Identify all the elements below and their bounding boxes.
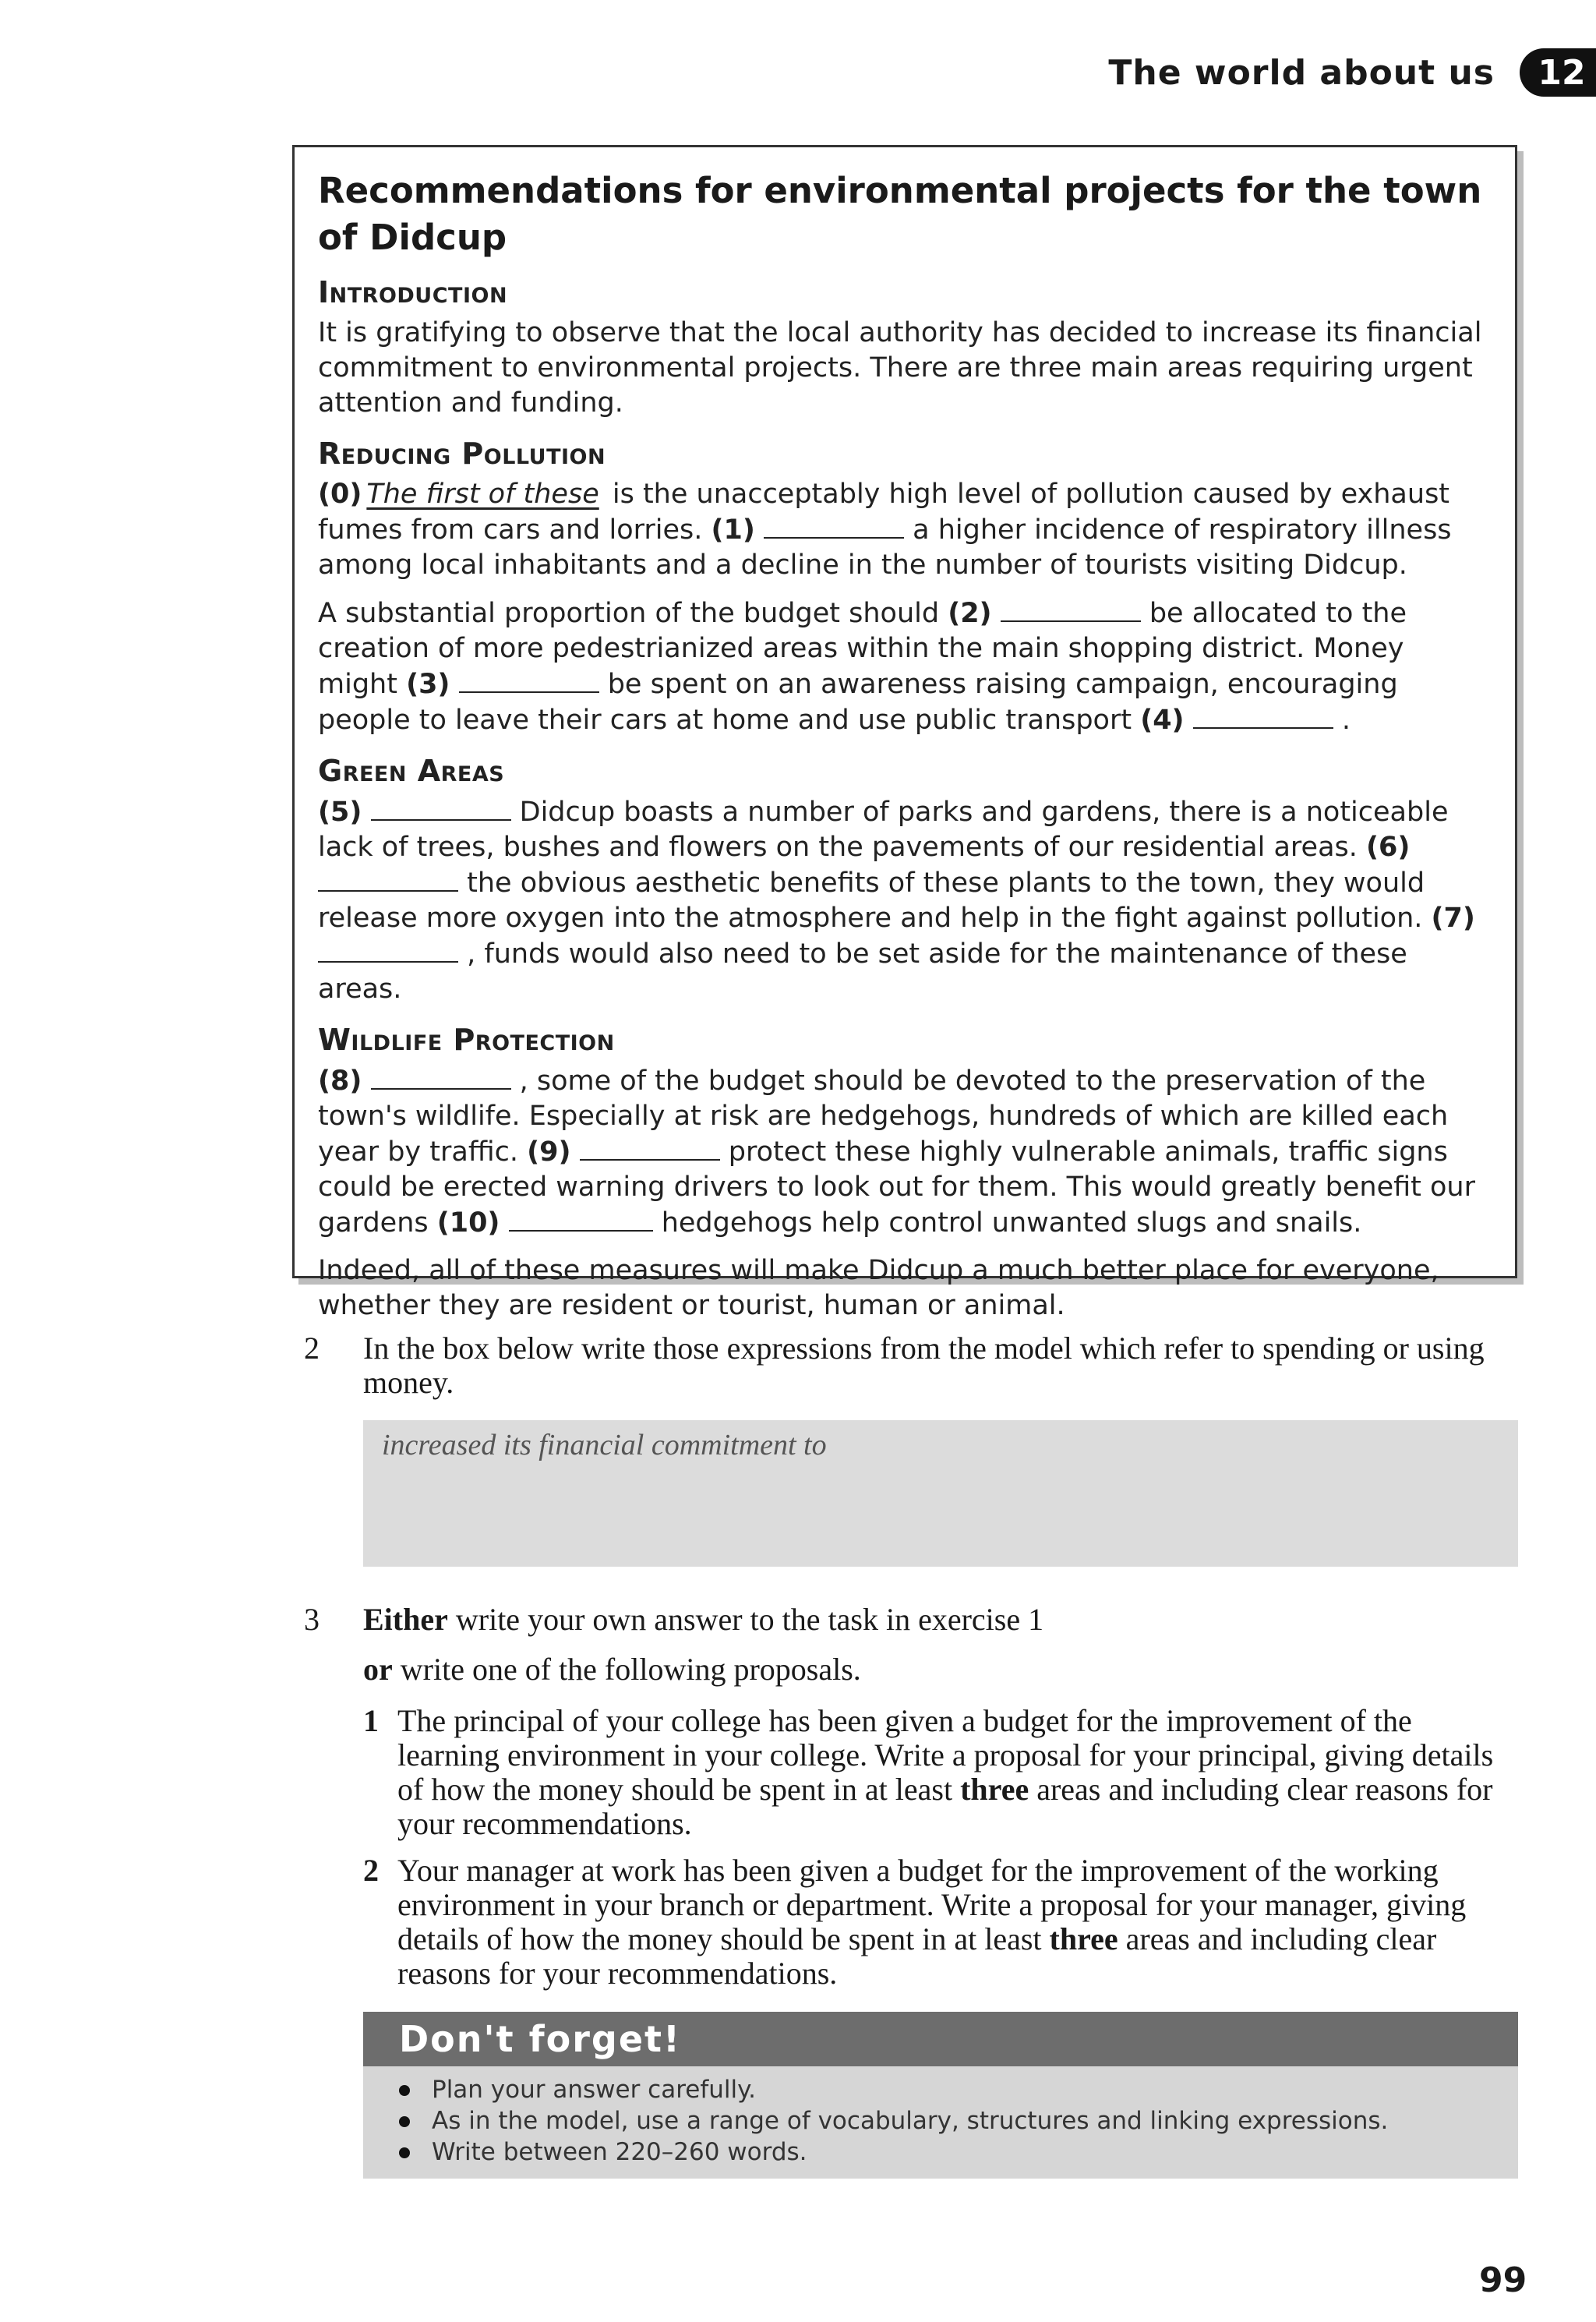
gap-blank-2[interactable] (1001, 596, 1141, 622)
emphasis: three (1049, 1921, 1118, 1956)
text-run: the obvious aesthetic benefits of these plants to the town, they would release more oxygen into the atmosphere and help in the fight against pollution. (318, 868, 1432, 934)
either-line (363, 1603, 1520, 1637)
option-text: areas and including clear reasons for your recommendations. (397, 1772, 1493, 1841)
example-answer-text: increased its financial commitment to (382, 1429, 827, 1461)
option-text: areas and including clear reasons for your recommendations. (397, 1921, 1437, 1991)
gap-blank-8[interactable] (371, 1063, 511, 1090)
either-label: Either (363, 1602, 448, 1637)
gap-number-5: (5) (318, 797, 362, 828)
exercise-number: 2 (304, 1331, 320, 1366)
text-run: A substantial proportion of the budget should (318, 598, 948, 629)
chapter-number-tab: 12 (1520, 48, 1596, 97)
proposal-options (363, 1704, 1520, 1991)
gap-number-4: (4) (1140, 705, 1185, 736)
exercise-instruction: In the box below write those expressions from the model which refer to spending or using money. (363, 1331, 1485, 1400)
emphasis: three (960, 1772, 1029, 1807)
pollution-paragraph-2 (318, 596, 1484, 738)
gap-blank-1[interactable] (764, 512, 904, 539)
option-text: The principal of your college has been given a budget for the improvement of the learning environment in your college. Write a proposal for your principal, giving details of how the money should be spent in at least (397, 1703, 1494, 1807)
exercise-2 (304, 1331, 1520, 1400)
option-text: Your manager at work has been given a budget for the improvement of the working environment in your branch or department. Write a proposal for your manager, giving details of how the money should be spent in at least (397, 1853, 1467, 1956)
text-run: is the unacceptably high level of pollution caused by exhaust fumes from cars and lorries. (318, 479, 1450, 546)
text-run: hedgehogs help control unwanted slugs and snails. (661, 1207, 1362, 1239)
text-run: be allocated to the creation of more pedestrianized areas within the main shopping district. Money might (318, 598, 1407, 700)
example-answer: The first of these (366, 479, 599, 510)
gap-number-6: (6) (1366, 832, 1411, 863)
running-header (1108, 48, 1596, 97)
gap-number-0: (0) (318, 479, 362, 510)
green-areas-paragraph (318, 794, 1484, 1007)
or-text: write one of the following proposals. (392, 1652, 861, 1687)
gap-blank-9[interactable] (580, 1134, 720, 1161)
list-item: As in the model, use a range of vocabulary, structures and linking expressions. (399, 2105, 1518, 2136)
gap-blank-5[interactable] (371, 794, 511, 821)
exercise-3 (304, 1603, 1520, 2003)
model-title: Recommendations for environmental projects for the town of Didcup (318, 170, 1482, 258)
or-label: or (363, 1652, 393, 1687)
gap-blank-4[interactable] (1193, 702, 1333, 729)
exercise-number: 3 (304, 1602, 320, 1637)
text-run: Didcup boasts a number of parks and gardens, there is a noticeable lack of trees, bushes and flowers on the pavements of our residential areas. (318, 797, 1449, 863)
either-text: write your own answer to the task in exercise 1 (447, 1602, 1044, 1637)
text-run: protect these highly vulnerable animals, traffic signs could be erected warning drivers to look out for them. This would greatly benefit our gardens (318, 1136, 1475, 1239)
chapter-title: The world about us (1108, 52, 1495, 93)
section-heading-wildlife: Wildlife Protection (318, 1023, 615, 1057)
text-run: be spent on an awareness raising campaign, encouraging people to leave their cars at home and use public transport (318, 669, 1398, 736)
gap-number-1: (1) (711, 514, 755, 546)
conclusion-paragraph: Indeed, all of these measures will make Didcup a much better place for everyone, whether they are resident or tourist, human or animal. (318, 1255, 1439, 1321)
list-item: Write between 220–260 words. (399, 2136, 1518, 2168)
dont-forget-title: Don't forget! (363, 2012, 1518, 2066)
text-run: a higher incidence of respiratory illness among local inhabitants and a decline in the number of tourists visiting Didcup. (318, 514, 1452, 581)
gap-blank-7[interactable] (318, 936, 458, 963)
option-number: 2 (363, 1853, 379, 1888)
section-heading-green-areas: Green Areas (318, 754, 505, 788)
section-heading-pollution: Reducing Pollution (318, 436, 606, 471)
gap-blank-10[interactable] (509, 1205, 653, 1232)
answer-box[interactable] (363, 1420, 1518, 1567)
gap-blank-6[interactable] (318, 865, 458, 892)
gap-number-10: (10) (436, 1207, 500, 1239)
text-run: , some of the budget should be devoted to the preservation of the town's wildlife. Especially at risk are hedgehogs, hundreds of which are killed each year by traffic. (318, 1066, 1449, 1168)
gap-number-7: (7) (1431, 903, 1475, 934)
dont-forget-box (363, 2012, 1518, 2179)
option-number: 1 (363, 1703, 379, 1738)
or-line (363, 1652, 1520, 1687)
list-item: Plan your answer carefully. (399, 2074, 1518, 2105)
wildlife-paragraph (318, 1063, 1484, 1241)
gap-number-8: (8) (318, 1066, 362, 1097)
gap-number-2: (2) (948, 598, 992, 629)
pollution-paragraph-1 (318, 477, 1484, 583)
gap-number-9: (9) (527, 1136, 571, 1168)
tips-list (363, 2074, 1518, 2168)
gap-blank-3[interactable] (459, 666, 599, 693)
text-run: , funds would also need to be set aside for the maintenance of these areas. (318, 938, 1407, 1005)
text-run: . (1333, 705, 1351, 736)
section-heading-introduction: Introduction (318, 275, 508, 309)
model-text-box (292, 145, 1517, 1321)
list-item (363, 1854, 1520, 1991)
intro-paragraph: It is gratifying to observe that the local authority has decided to increase its financial commitment to environmental projects. There are three main areas requiring urgent attention and funding. (318, 317, 1482, 419)
gap-number-3: (3) (406, 669, 450, 700)
list-item (363, 1704, 1520, 1841)
page-number: 99 (1479, 2260, 1527, 2300)
